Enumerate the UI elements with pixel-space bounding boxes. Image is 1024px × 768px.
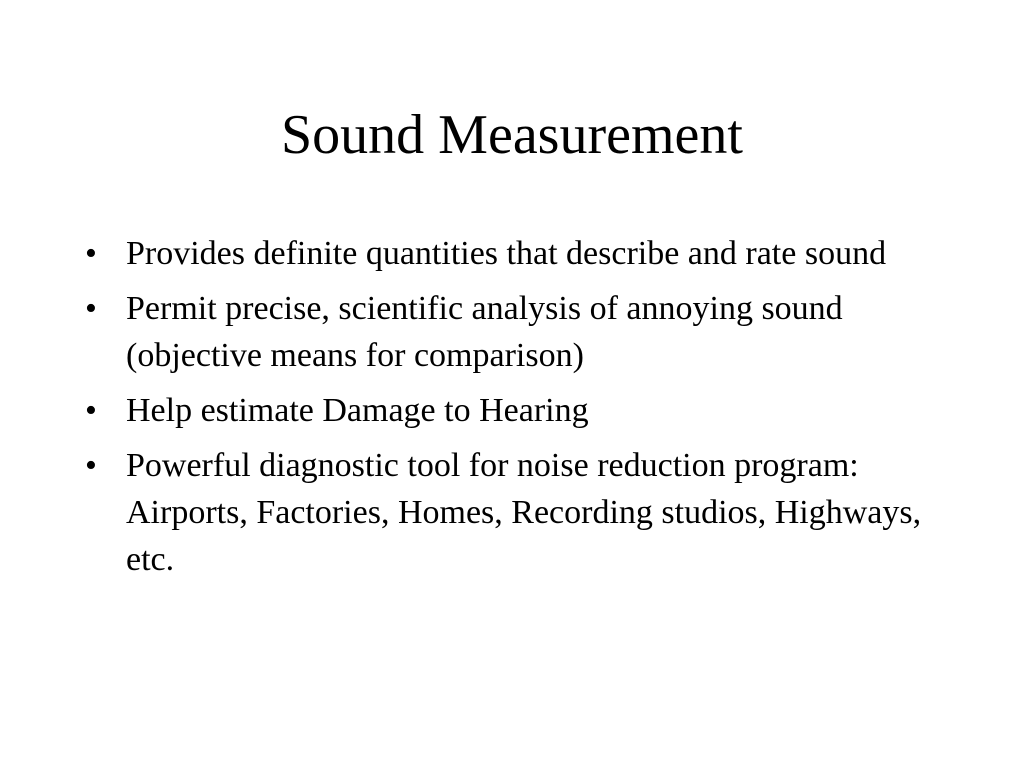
bullet-icon: •	[85, 235, 97, 272]
bullet-text: Provides definite quantities that describe and rate sound	[126, 235, 887, 272]
bullet-icon: •	[85, 447, 97, 484]
bullet-icon: •	[85, 290, 97, 327]
bullet-text: Powerful diagnostic tool for noise reduction program: Airports, Factories, Homes, Recording studios, Highways, etc.	[126, 447, 922, 578]
bullet-text: Help estimate Damage to Hearing	[126, 392, 589, 429]
bullet-item	[85, 230, 945, 277]
slide-title: Sound Measurement	[281, 104, 743, 166]
bullet-item	[85, 442, 945, 583]
bullet-icon: •	[85, 392, 97, 429]
bullet-item	[85, 387, 945, 434]
bullet-text: Permit precise, scientific analysis of annoying sound (objective means for comparison)	[126, 290, 843, 374]
bullet-list	[85, 230, 945, 591]
bullet-item	[85, 285, 945, 379]
